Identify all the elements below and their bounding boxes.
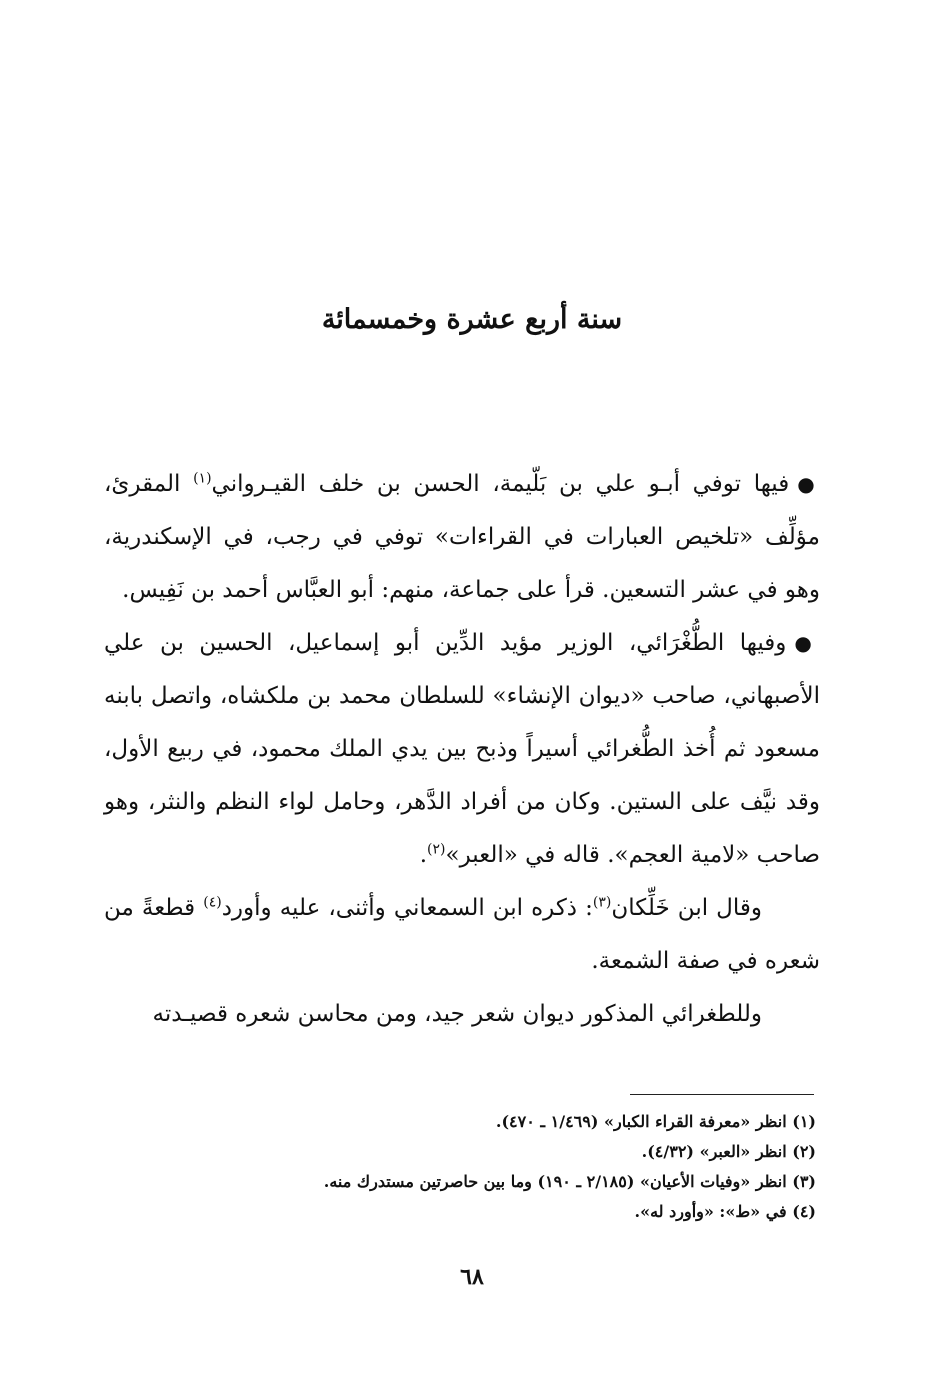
- footnote-2: (٢) انظر «العبر» (٤/٣٢).: [641, 1142, 816, 1161]
- paragraph-1: [104, 458, 820, 617]
- chapter-title: سنة أربع عشرة وخمسمائة: [321, 304, 623, 336]
- paragraph-text: .: [419, 842, 428, 868]
- bullet-icon: ●: [797, 472, 821, 496]
- footnote-ref: (٤): [203, 894, 222, 911]
- footnote-ref: (٢): [427, 841, 446, 858]
- paragraph-text: المقرئ، مؤلِّف «تلخيص العبارات في القراءات» توفي في رجب، في الإسكندرية، وهو في عشر التسعين. قرأ على جماعة، منهم: أبو العبَّاس أحمد بن نَفِيس.: [104, 471, 820, 603]
- bullet-icon: ●: [794, 631, 820, 655]
- footnote-3: (٣) انظر «وفيات الأعيان» (٢/١٨٥ ـ ١٩٠) وما بين حاصرتين مستدرك منه.: [323, 1172, 816, 1191]
- paragraph-4: [104, 988, 820, 1041]
- footnote-ref: (٣): [592, 894, 612, 911]
- footnote-4: (٤) في «ط»: «وأورد له».: [634, 1202, 816, 1221]
- paragraph-text: وفيها الطُّغْرَائي، الوزير مؤيد الدِّين أبو إسماعيل، الحسين بن علي الأصبهاني، صاحب «ديوان الإنشاء» للسلطان محمد بن ملكشاه، واتصل بابنه مسعود ثم أُخذ الطُّغرائي أسيراً وذبح بين يدي الملك محمود، في ربيع الأول، وقد نيَّف على الستين. وكان من أفراد الدَّهر، وحامل لواء النظم والنثر، وهو صاحب «لامية العجم». قاله في «العبر»: [104, 630, 820, 868]
- paragraph-2: [104, 617, 820, 882]
- paragraph-text: قطعةً من شعره في صفة الشمعة.: [104, 895, 820, 974]
- footnote-divider: [630, 1094, 814, 1095]
- footnote-ref: (١): [193, 470, 212, 487]
- footnote-1: (١) انظر «معرفة القراء الكبار» (١/٤٦٩ ـ ٤٧٠).: [495, 1112, 816, 1131]
- paragraph-text: وللطغرائي المذكور ديوان شعر جيد، ومن محاسن شعره قصيـدته: [152, 1001, 762, 1027]
- paragraph-text: فيها توفي أبـو علي بن بَلّيمة، الحسن بن خلف القيـرواني: [211, 471, 790, 497]
- footnotes: [104, 1107, 816, 1227]
- paragraph-text: وقال ابن خَلِّكان: [611, 895, 762, 921]
- paragraph-3: [104, 882, 820, 988]
- page-number: ٦٨: [460, 1264, 484, 1290]
- paragraph-text: : ذكره ابن السمعاني وأثنى، عليه وأورد: [221, 895, 593, 921]
- main-text: [104, 458, 820, 1041]
